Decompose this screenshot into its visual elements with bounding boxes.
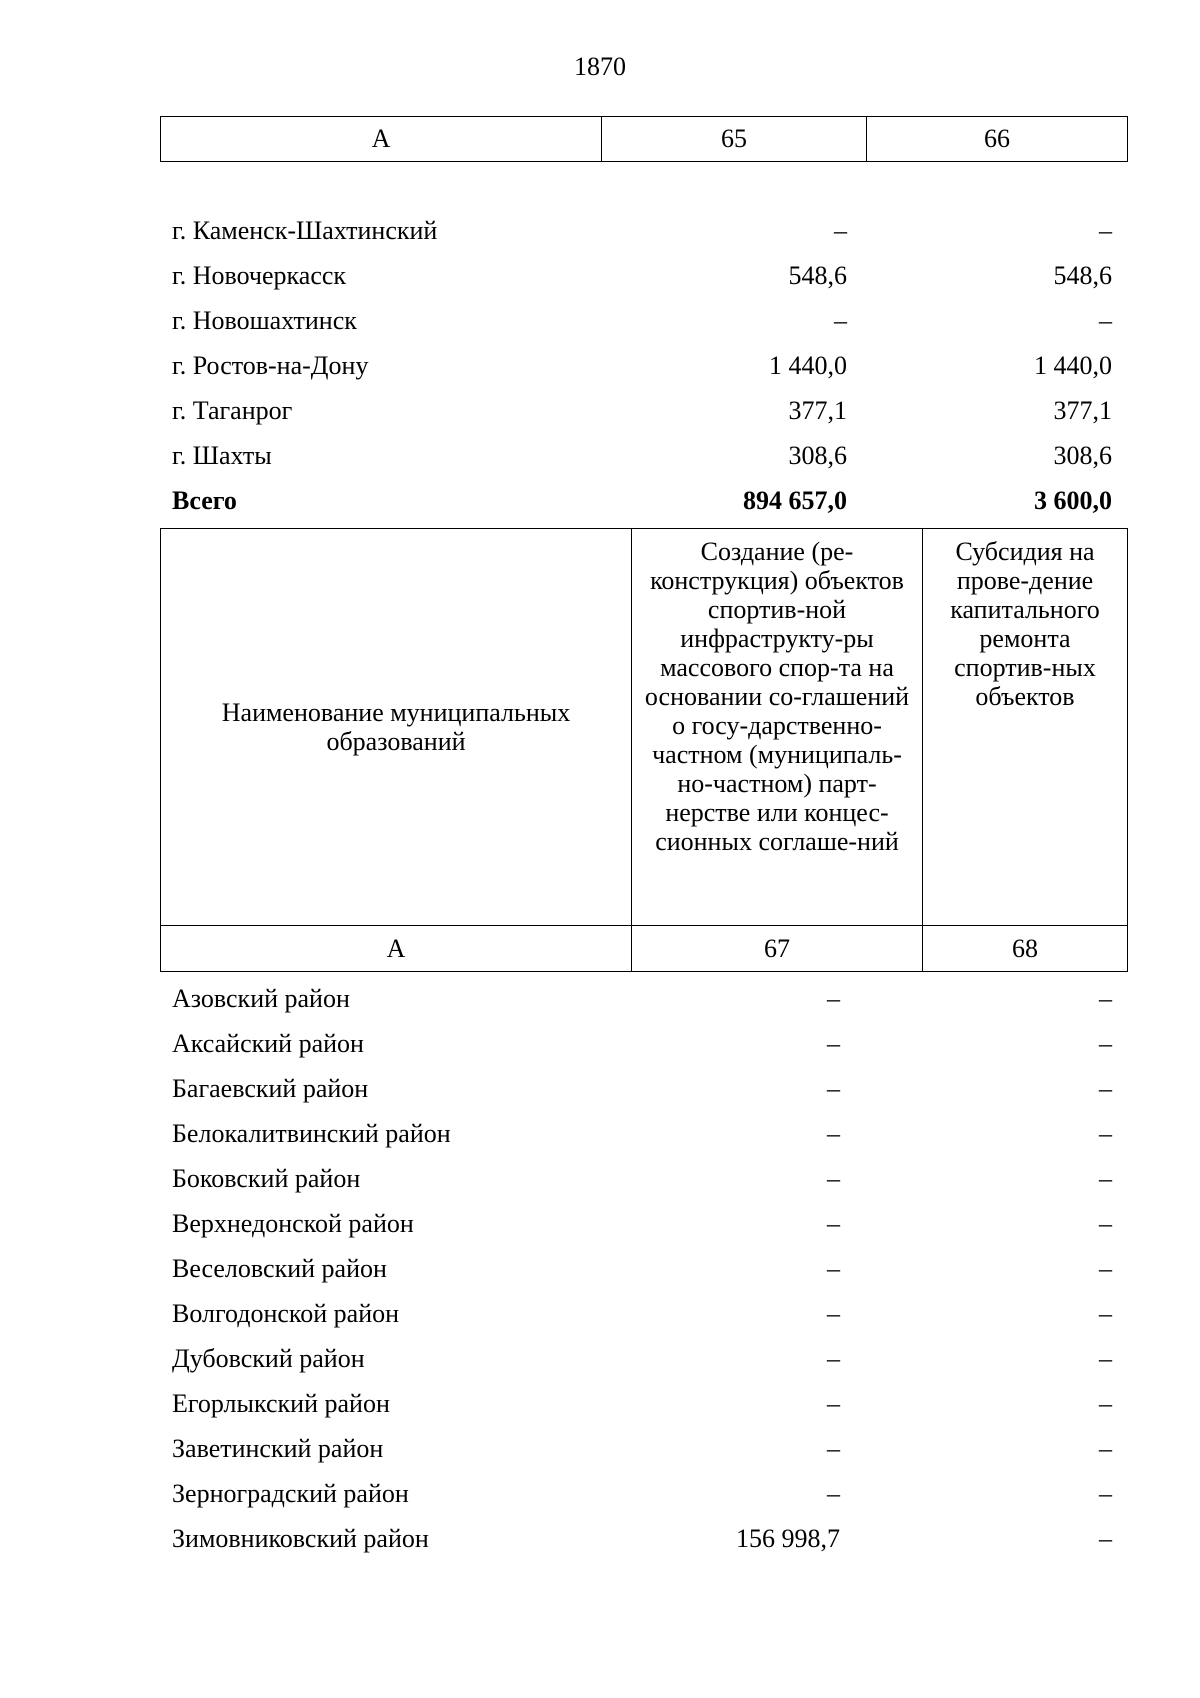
- row-name: г. Новошахтинск: [172, 306, 357, 335]
- table2-col-68-header: Субсидия на прове-дение капитального ремонта спортив-ных объектов: [923, 529, 1128, 926]
- row-value-67: –: [827, 1254, 840, 1283]
- row-value-68: –: [1099, 1209, 1112, 1238]
- row-value-65: 308,6: [788, 441, 847, 470]
- row-value-68: –: [1099, 1119, 1112, 1148]
- table1-header: [160, 116, 1128, 162]
- row-value-68: –: [1099, 1254, 1112, 1283]
- table1-body: [172, 208, 1118, 523]
- row-value-67: –: [827, 1434, 840, 1463]
- row-value-66: 308,6: [1053, 441, 1112, 470]
- row-value-67: –: [827, 1479, 840, 1508]
- row-value-66: 548,6: [1053, 261, 1112, 290]
- row-value-66: –: [1099, 216, 1112, 245]
- table-row: [172, 1291, 1118, 1336]
- row-name: Верхнедонской район: [172, 1209, 414, 1238]
- table-row: [172, 1516, 1118, 1561]
- total-value-65: 894 657,0: [743, 486, 847, 515]
- table-row: [172, 253, 1118, 298]
- row-name: Веселовский район: [172, 1254, 387, 1283]
- table1-header-col-66: 66: [867, 117, 1128, 162]
- row-value-68: –: [1099, 1434, 1112, 1463]
- row-name: Зерноградский район: [172, 1479, 409, 1508]
- table-row: [172, 1381, 1118, 1426]
- row-name: г. Ростов-на-Дону: [172, 351, 369, 380]
- row-name: г. Новочеркасск: [172, 261, 347, 290]
- table-row: [172, 298, 1118, 343]
- table-row: [172, 976, 1118, 1021]
- row-value-67: –: [827, 1299, 840, 1328]
- table2-number-col-68: 68: [923, 926, 1128, 972]
- total-label: Всего: [172, 486, 237, 515]
- row-value-67: 156 998,7: [736, 1524, 840, 1553]
- row-value-67: –: [827, 984, 840, 1013]
- table-row: [172, 1471, 1118, 1516]
- row-value-68: –: [1099, 1389, 1112, 1418]
- row-value-67: –: [827, 1119, 840, 1148]
- row-name: Аксайский район: [172, 1029, 364, 1058]
- row-name: г. Каменск-Шахтинский: [172, 216, 438, 245]
- row-name: Волгодонской район: [172, 1299, 400, 1328]
- row-name: Дубовский район: [172, 1344, 365, 1373]
- total-value-66: 3 600,0: [1034, 486, 1112, 515]
- table2-col-67-header: Создание (ре-конструкция) объектов спортив-ной инфраструкту-ры массового спор-та на основании со-глашений о госу-дарственно-частном (муниципаль-но-частном) парт-нерстве или концес-сионных соглаше-ний: [632, 529, 923, 926]
- row-name: Заветинский район: [172, 1434, 384, 1463]
- table-row: [172, 433, 1118, 478]
- row-value-66: 377,1: [1053, 396, 1112, 425]
- table-row: [172, 388, 1118, 433]
- table-row: [172, 1021, 1118, 1066]
- row-name: Багаевский район: [172, 1074, 369, 1103]
- row-value-65: 377,1: [788, 396, 847, 425]
- table-row: [172, 1336, 1118, 1381]
- table1-header-col-65: 65: [602, 117, 867, 162]
- total-row: [172, 478, 1118, 523]
- table-row: [172, 208, 1118, 253]
- row-value-68: –: [1099, 984, 1112, 1013]
- table-row: [172, 1426, 1118, 1471]
- table2-header: [160, 528, 1128, 972]
- table1-header-col-a: А: [161, 117, 602, 162]
- row-value-67: –: [827, 1164, 840, 1193]
- row-name: Азовский район: [172, 984, 350, 1013]
- row-value-68: –: [1099, 1074, 1112, 1103]
- row-value-68: –: [1099, 1524, 1112, 1553]
- table2-body: [172, 976, 1118, 1561]
- row-name: г. Таганрог: [172, 396, 293, 425]
- table2-number-col-67: 67: [632, 926, 923, 972]
- row-name: Егорлыкский район: [172, 1389, 390, 1418]
- row-value-68: –: [1099, 1029, 1112, 1058]
- row-value-65: 548,6: [788, 261, 847, 290]
- row-value-67: –: [827, 1344, 840, 1373]
- row-value-67: –: [827, 1209, 840, 1238]
- row-value-68: –: [1099, 1344, 1112, 1373]
- row-name: Зимовниковский район: [172, 1524, 429, 1553]
- row-value-67: –: [827, 1074, 840, 1103]
- row-value-65: –: [834, 216, 847, 245]
- table2-col-name-header: Наименование муниципальных образований: [161, 529, 632, 926]
- table-row: [172, 1201, 1118, 1246]
- table-row: [172, 1111, 1118, 1156]
- row-name: Белокалитвинский район: [172, 1119, 451, 1148]
- row-value-68: –: [1099, 1164, 1112, 1193]
- row-value-65: –: [834, 306, 847, 335]
- row-value-67: –: [827, 1389, 840, 1418]
- table-row: [172, 343, 1118, 388]
- row-value-67: –: [827, 1029, 840, 1058]
- row-value-66: 1 440,0: [1034, 351, 1112, 380]
- row-value-65: 1 440,0: [769, 351, 847, 380]
- row-name: Боковский район: [172, 1164, 361, 1193]
- row-value-68: –: [1099, 1299, 1112, 1328]
- table-row: [172, 1066, 1118, 1111]
- row-value-66: –: [1099, 306, 1112, 335]
- row-name: г. Шахты: [172, 441, 272, 470]
- row-value-68: –: [1099, 1479, 1112, 1508]
- table2-number-col-a: А: [161, 926, 632, 972]
- page-number: 1870: [574, 52, 626, 81]
- table-row: [172, 1246, 1118, 1291]
- table-row: [172, 1156, 1118, 1201]
